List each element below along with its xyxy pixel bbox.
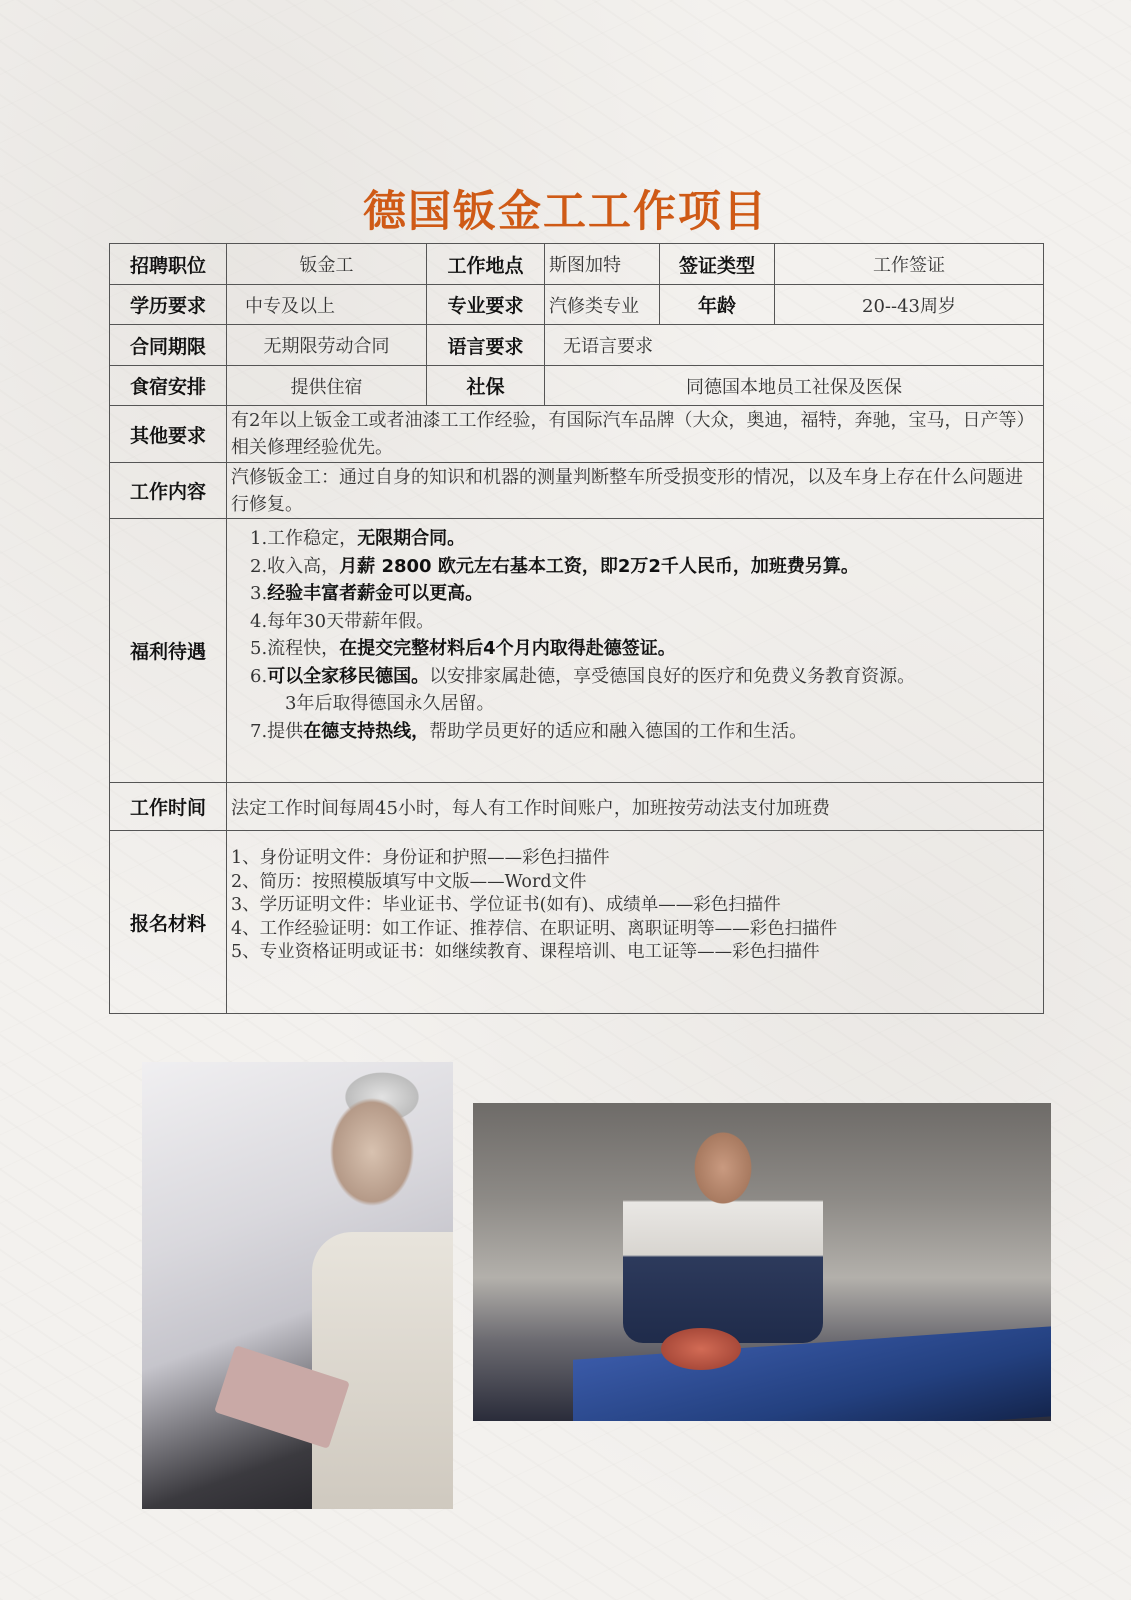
table-row [110,831,1044,1014]
major-value: 汽修类专业 [545,285,660,325]
materials-cell [227,831,1044,1014]
visa-label: 签证类型 [660,244,775,285]
page-title: 德国钣金工工作项目 [363,187,768,237]
materials-list [231,843,1039,965]
location-value: 斯图加特 [545,244,660,285]
list-item: 2、简历：按照模版填写中文版——Word文件 [231,871,587,892]
other-label: 其他要求 [110,406,227,463]
list-item: 1、身份证明文件：身份证和护照——彩色扫描件 [231,848,610,868]
table-row [110,519,1044,783]
education-value: 中专及以上 [227,285,427,325]
contract-label: 合同期限 [110,325,227,366]
position-value: 钣金工 [227,244,427,285]
social-value: 同德国本地员工社保及医保 [545,366,1044,406]
social-label: 社保 [427,366,545,406]
major-label: 专业要求 [427,285,545,325]
list-item: 5.流程快，在提交完整材料后4个月内取得赴德签证。 [250,638,676,659]
welfare-list [231,519,1039,745]
other-value: 有2年以上钣金工或者油漆工工作经验，有国际汽车品牌（大众，奥迪，福特，奔驰，宝马，日产等）相关修理经验优先。 [227,406,1044,463]
hours-label: 工作时间 [110,783,227,831]
list-item: 7.提供在德支持热线，帮助学员更好的适应和融入德国的工作和生活。 [250,720,808,742]
hours-value: 法定工作时间每周45小时，每人有工作时间账户，加班按劳动法支付加班费 [227,783,1044,831]
location-label: 工作地点 [427,244,545,285]
list-item: 4.每年30天带薪年假。 [250,610,435,632]
list-item: 2.收入高，月薪 2800 欧元左右基本工资，即2万2千人民币，加班费另算。 [250,555,859,577]
list-item: 6.可以全家移民德国。以安排家属赴德，享受德国良好的医疗和免费义务教育资源。 [250,665,916,687]
mechanic-photo [473,1103,1051,1421]
inspector-photo [142,1062,453,1509]
job-info-table [109,243,1044,1014]
list-item: 1.工作稳定，无限期合同。 [250,528,466,549]
list-item: 3年后取得德国永久居留。 [285,693,495,714]
contract-value: 无期限劳动合同 [227,325,427,366]
list-item: 5、专业资格证明或证书：如继续教育、课程培训、电工证等——彩色扫描件 [231,942,820,962]
lodging-label: 食宿安排 [110,366,227,406]
list-item: 4、工作经验证明：如工作证、推荐信、在职证明、离职证明等——彩色扫描件 [231,918,838,939]
language-label: 语言要求 [427,325,545,366]
table-row [110,463,1044,519]
table-row [110,285,1044,325]
lodging-value: 提供住宿 [227,366,427,406]
content-value: 汽修钣金工：通过自身的知识和机器的测量判断整车所受损变形的情况，以及车身上存在什么问题进行修复。 [227,463,1044,519]
table-row [110,325,1044,366]
content-label: 工作内容 [110,463,227,519]
visa-value: 工作签证 [775,244,1044,285]
table-row [110,244,1044,285]
age-label: 年龄 [660,285,775,325]
age-value: 20--43周岁 [775,285,1044,325]
welfare-cell [227,519,1044,783]
table-row [110,406,1044,463]
list-item: 3.经验丰富者薪金可以更高。 [250,583,484,604]
position-label: 招聘职位 [110,244,227,285]
welfare-label: 福利待遇 [110,519,227,783]
education-label: 学历要求 [110,285,227,325]
table-row [110,783,1044,831]
table-row [110,366,1044,406]
materials-label: 报名材料 [110,831,227,1014]
list-item: 3、学历证明文件：毕业证书、学位证书(如有)、成绩单——彩色扫描件 [231,895,781,915]
language-value: 无语言要求 [545,325,1044,366]
